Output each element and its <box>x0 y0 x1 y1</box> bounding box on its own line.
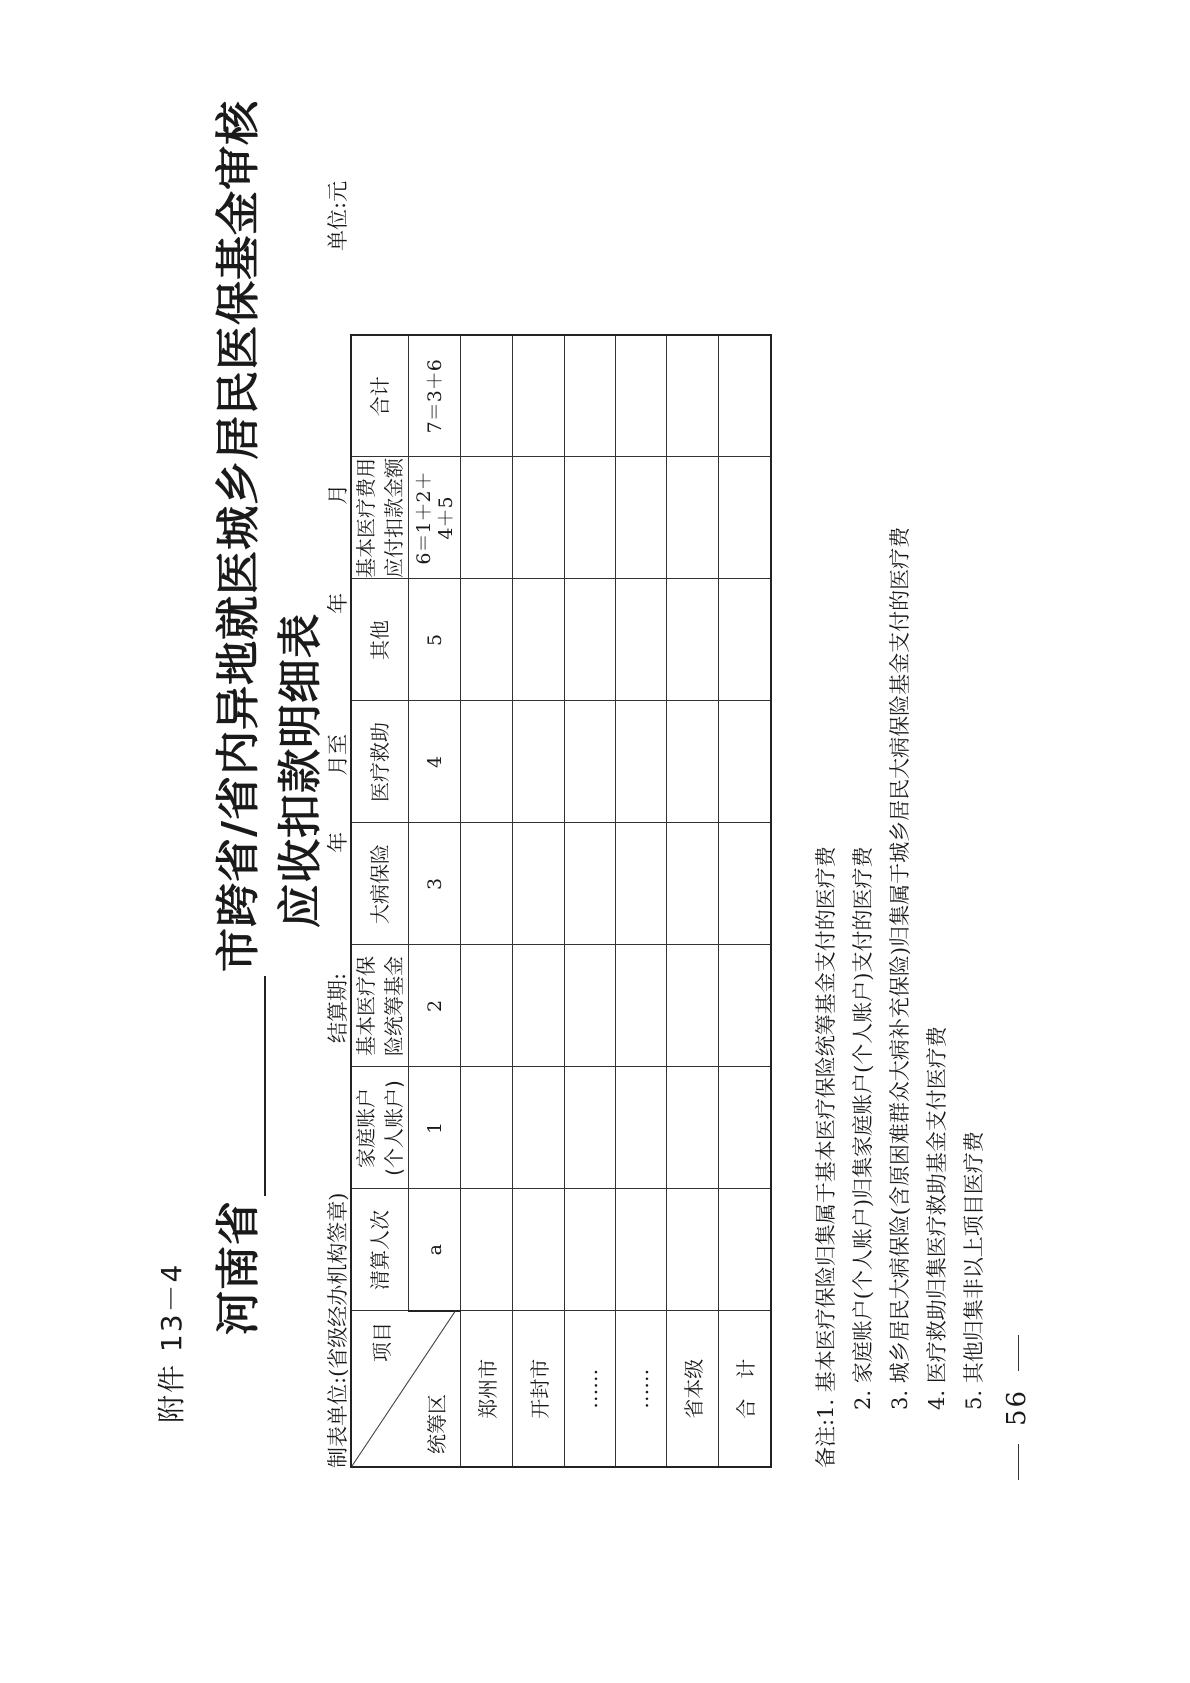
page-number-dash-left <box>1018 1444 1019 1480</box>
header-label: 大病保险 <box>368 844 392 924</box>
data-cell <box>616 701 667 823</box>
period-month-to: 月至 <box>326 733 350 776</box>
header-label: 家庭账户 <box>354 1088 378 1168</box>
header-label: 医疗救助 <box>368 722 392 802</box>
data-cell <box>719 701 771 823</box>
code-cell: 4 <box>409 701 461 823</box>
unit-label: 单位:元 <box>326 180 350 251</box>
data-cell <box>616 457 667 579</box>
table-row <box>667 335 719 1467</box>
title-province: 河南省 <box>213 1200 264 1335</box>
data-cell <box>461 1189 513 1311</box>
data-cell <box>616 1067 667 1189</box>
table-row <box>513 335 565 1467</box>
code-cell: a <box>409 1189 461 1311</box>
note-line: 备注:1. 基本医疗保险归集属于基本医疗保险统筹基金支付的医疗费 <box>814 846 838 1468</box>
code-cell-formula <box>409 457 461 579</box>
data-cell <box>565 945 616 1067</box>
table-row <box>461 335 513 1467</box>
header-label: 应付扣款金额 <box>382 458 406 578</box>
data-cell <box>667 1067 719 1189</box>
page-number-dash-right <box>1018 1335 1019 1371</box>
row-label-total: 合 计 <box>719 1311 771 1467</box>
attachment-label: 附件 13－4 <box>155 1262 188 1423</box>
code-cell: 3 <box>409 823 461 945</box>
data-cell <box>667 945 719 1067</box>
header-basic-payable <box>351 457 409 579</box>
title-main: 市跨省/省内异地就医城乡居民医保基金审核 <box>213 99 264 972</box>
data-cell <box>565 1067 616 1189</box>
data-cell <box>461 335 513 457</box>
data-cell <box>616 823 667 945</box>
table-code-row <box>409 335 461 1467</box>
formula-line2: 4＋5 <box>434 496 457 540</box>
period-month: 月 <box>326 483 350 505</box>
data-cell <box>616 945 667 1067</box>
header-medical-aid <box>351 701 409 823</box>
settlement-period <box>322 484 352 1043</box>
data-cell <box>513 1189 565 1311</box>
row-label: …… <box>616 1311 667 1467</box>
data-cell <box>719 1189 771 1311</box>
data-cell <box>513 579 565 701</box>
data-cell <box>461 945 513 1067</box>
data-cell <box>461 1067 513 1189</box>
row-label: 开封市 <box>513 1311 565 1467</box>
header-label: (个人账户) <box>382 1080 406 1176</box>
data-cell <box>667 457 719 579</box>
table-row-total <box>719 335 771 1467</box>
header-family-account <box>351 1067 409 1189</box>
org-label: 制表单位:(省级经办机构签章) <box>326 1192 350 1468</box>
data-cell <box>719 945 771 1067</box>
period-label: 结算期: <box>326 972 350 1043</box>
table-row <box>565 335 616 1467</box>
page-number <box>1002 1317 1032 1498</box>
note-line: 2. 家庭账户(个人账户)归集家庭账户(个人账户)支付的医疗费 <box>851 846 875 1410</box>
header-label: 基本医疗费用 <box>354 458 378 578</box>
data-cell <box>719 579 771 701</box>
code-cell: 1 <box>409 1067 461 1189</box>
page-number-value: 56 <box>1002 1388 1032 1426</box>
data-cell <box>616 335 667 457</box>
code-cell: 7＝3＋6 <box>409 335 461 457</box>
row-label: 郑州市 <box>461 1311 513 1467</box>
notes-block <box>808 527 993 1468</box>
data-cell <box>667 1189 719 1311</box>
header-basic-fund <box>351 945 409 1067</box>
document-title-line2: 应收扣款明细表 <box>275 613 326 928</box>
data-cell <box>565 579 616 701</box>
row-label: 省本级 <box>667 1311 719 1467</box>
data-cell <box>667 579 719 701</box>
corner-header-cell <box>351 1311 461 1467</box>
period-year2: 年 <box>326 592 350 614</box>
table-row <box>616 335 667 1467</box>
data-cell <box>719 457 771 579</box>
code-cell: 5 <box>409 579 461 701</box>
header-label: 基本医疗保 <box>354 956 378 1056</box>
data-cell <box>616 1189 667 1311</box>
note-line: 5. 其他归集非以上项目医疗费 <box>962 1131 986 1410</box>
header-label: 合计 <box>368 376 392 417</box>
code-cell: 2 <box>409 945 461 1067</box>
header-label: 险统筹基金 <box>382 956 406 1056</box>
data-cell <box>513 945 565 1067</box>
header-label: 其他 <box>368 620 392 660</box>
note-line: 4. 医疗救助归集医疗救助基金支付医疗费 <box>925 1026 949 1410</box>
data-cell <box>565 457 616 579</box>
data-cell <box>461 579 513 701</box>
data-cell <box>461 701 513 823</box>
period-year1: 年 <box>326 831 350 853</box>
formula-line1: 6＝1＋2＋ <box>412 471 435 565</box>
data-cell <box>513 701 565 823</box>
data-cell <box>667 701 719 823</box>
data-cell <box>565 1189 616 1311</box>
data-cell <box>616 579 667 701</box>
header-critical-illness <box>351 823 409 945</box>
data-cell <box>513 1067 565 1189</box>
note-line: 3. 城乡居民大病保险(含原困难群众大病补充保险)归集属于城乡居民大病保险基金支付的医疗费 <box>888 526 912 1410</box>
header-other <box>351 579 409 701</box>
row-label: …… <box>565 1311 616 1467</box>
data-cell <box>565 335 616 457</box>
data-cell <box>513 335 565 457</box>
table-header-row <box>351 335 409 1467</box>
document-title-line1 <box>202 100 266 1335</box>
data-cell <box>513 823 565 945</box>
data-cell <box>719 335 771 457</box>
corner-header-region: 统筹区 <box>425 1394 449 1454</box>
data-cell <box>565 823 616 945</box>
data-cell <box>719 1067 771 1189</box>
header-total <box>351 335 409 457</box>
title-city-blank <box>234 976 266 1196</box>
data-cell <box>719 823 771 945</box>
corner-header-item: 项目 <box>370 1322 394 1362</box>
header-settlement-count <box>351 1189 409 1311</box>
data-cell <box>461 457 513 579</box>
data-cell <box>461 823 513 945</box>
data-cell <box>513 457 565 579</box>
deduction-table <box>350 334 772 1468</box>
data-cell <box>565 701 616 823</box>
data-cell <box>667 823 719 945</box>
data-cell <box>667 335 719 457</box>
header-label: 清算人次 <box>368 1210 392 1290</box>
